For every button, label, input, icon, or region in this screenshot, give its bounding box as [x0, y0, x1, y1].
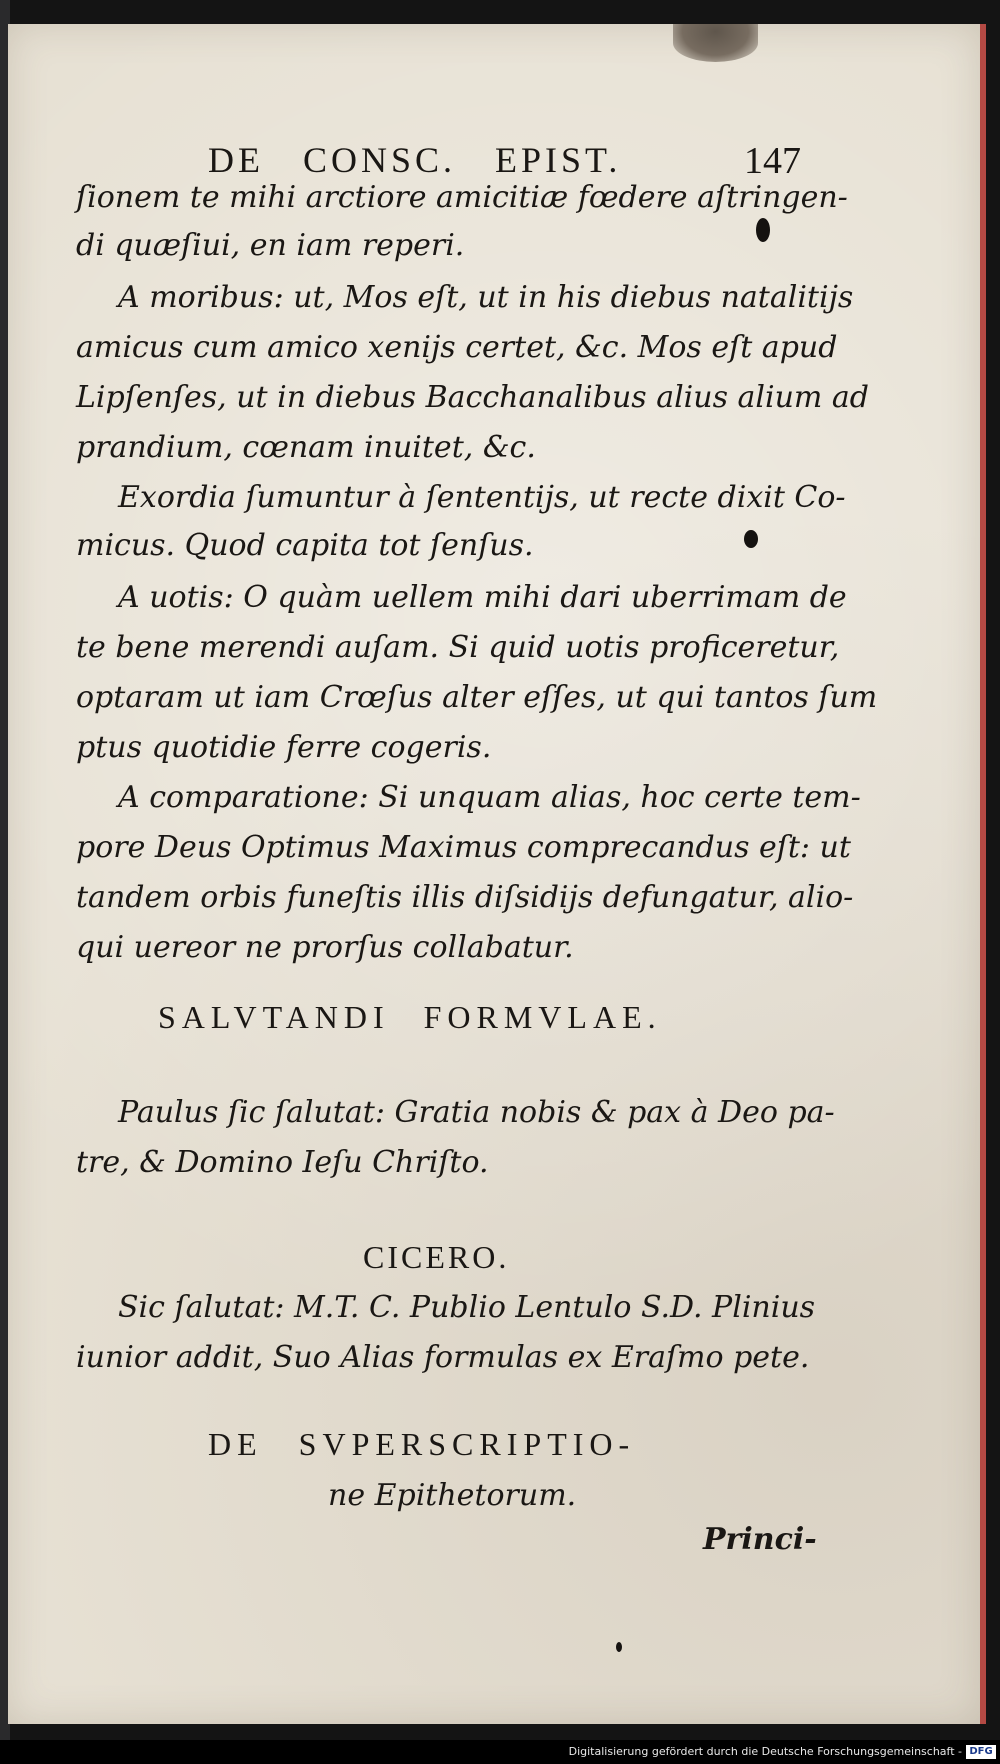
- dfg-logo: DFG: [966, 1745, 996, 1759]
- body-line: te bene merendi auſam. Si quid uotis proficeretur,: [76, 630, 840, 665]
- body-line: optaram ut iam Crœſus alter eſſes, ut qui tantos ſum: [76, 680, 878, 715]
- running-head: DE CONSC. EPIST.: [208, 140, 622, 180]
- book-page: [8, 24, 986, 1724]
- body-line: micus. Quod capita tot ſenſus.: [76, 528, 534, 563]
- body-line: di quæſiui, en iam reperi.: [76, 228, 465, 263]
- body-line: Sic ſalutat: M.T. C. Publio Lentulo S.D. Plinius: [118, 1290, 816, 1325]
- funding-notice: Digitalisierung gefördert durch die Deutsche Forschungsgemeinschaft -: [568, 1745, 962, 1758]
- section-heading: SALVTANDI FORMVLAE.: [158, 999, 662, 1035]
- body-line: pore Deus Optimus Maximus comprecandus eſt: ut: [76, 830, 851, 865]
- body-line: prandium, cœnam inuitet, &c.: [76, 430, 536, 465]
- body-line: A uotis: O quàm uellem mihi dari uberrimam de: [118, 580, 847, 615]
- body-line: A moribus: ut, Mos eſt, ut in his diebus natalitijs: [118, 280, 854, 315]
- section-heading: CICERO.: [363, 1239, 510, 1275]
- body-line: Exordia ſumuntur à ſententijs, ut recte dixit Co-: [118, 480, 846, 515]
- body-line: tre, & Domino Ieſu Chriſto.: [76, 1145, 489, 1180]
- body-line: Lipſenſes, ut in diebus Bacchanalibus alius alium ad: [76, 380, 869, 415]
- page-number: 147: [744, 140, 801, 182]
- catchword: Princi-: [703, 1522, 817, 1557]
- body-line: Paulus ſic ſalutat: Gratia nobis & pax à Deo pa-: [118, 1095, 835, 1130]
- body-line: ptus quotidie ferre cogeris.: [76, 730, 492, 765]
- page-stain: [673, 24, 758, 62]
- section-heading-continuation: ne Epithetorum.: [328, 1478, 577, 1513]
- ink-blot: [744, 530, 758, 548]
- body-line: amicus cum amico xenijs certet, &c. Mos eſt apud: [76, 330, 838, 365]
- section-heading: DE SVPERSCRIPTIO-: [208, 1426, 636, 1462]
- body-line: qui uereor ne prorſus collabatur.: [76, 930, 574, 965]
- ink-speck: [616, 1642, 622, 1652]
- body-line: tandem orbis funeſtis illis diſsidijs defungatur, alio-: [76, 880, 854, 915]
- ink-blot: [756, 218, 770, 242]
- body-line: A comparatione: Si unquam alias, hoc certe tem-: [118, 780, 861, 815]
- body-line: iunior addit, Suo Alias formulas ex Eraſmo pete.: [76, 1340, 810, 1375]
- body-line: ſionem te mihi arctiore amicitiæ fœdere aſtringen-: [76, 180, 848, 215]
